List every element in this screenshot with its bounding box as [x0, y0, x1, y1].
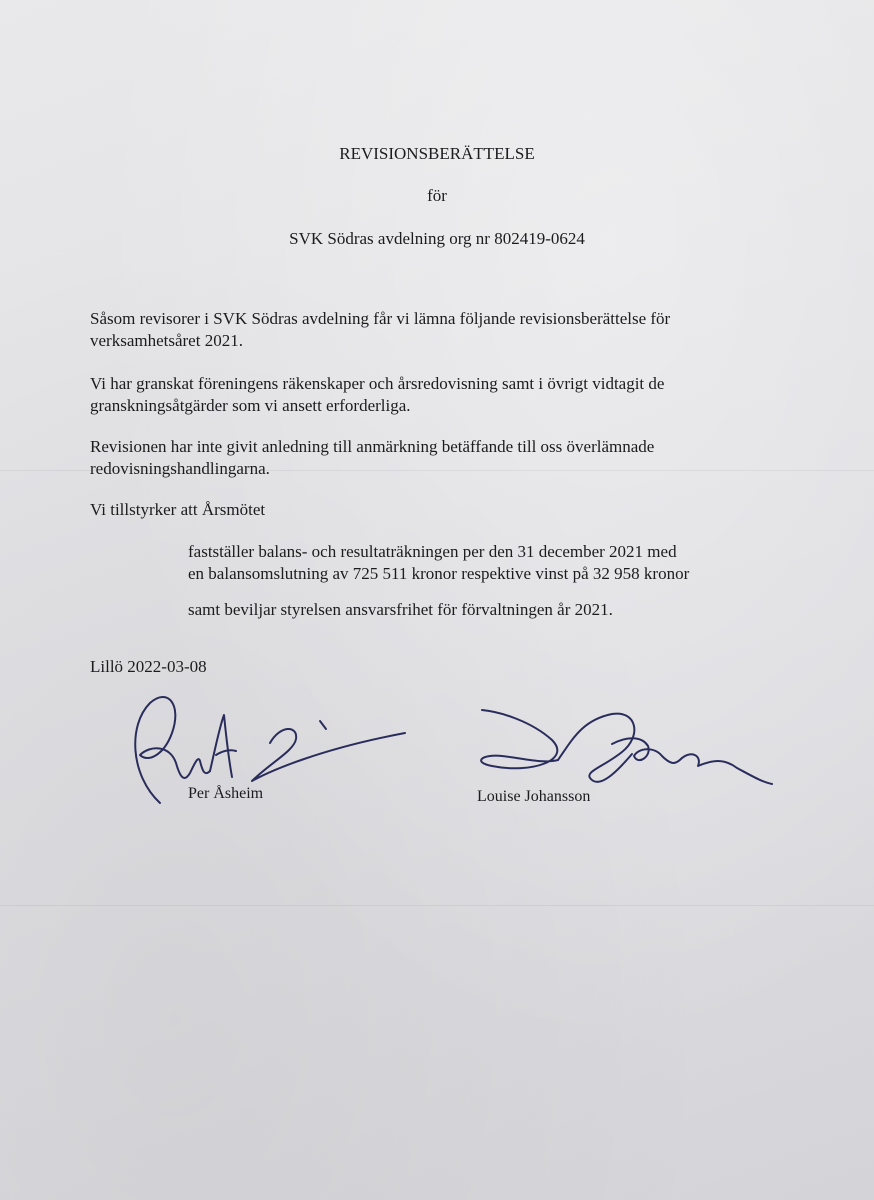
signer-name-1: Per Åsheim — [188, 785, 264, 802]
text-line: redovisningshandlingarna. — [90, 459, 270, 478]
paragraph-remarks — [90, 436, 654, 480]
paper-fold — [0, 905, 874, 906]
signer-name-2: Louise Johansson — [477, 788, 591, 805]
text-line: Revisionen har inte givit anledning till anmärkning betäffande till oss överlämnade — [90, 437, 655, 456]
signature-per-asheim — [120, 685, 420, 815]
paragraph-review — [90, 373, 664, 417]
paragraph-recommend: Vi tillstyrker att Årsmötet — [90, 500, 266, 519]
organization-line: SVK Södras avdelning org nr 802419-0624 — [289, 229, 585, 248]
signature-louise-johansson — [462, 700, 782, 800]
text-line: en balansomslutning av 725 511 kronor respektive vinst på 32 958 kronor — [188, 564, 690, 583]
text-line: granskningsåtgärder som vi ansett erforderliga. — [90, 396, 411, 415]
place-date: Lillö 2022-03-08 — [90, 657, 207, 676]
indented-discharge: samt beviljar styrelsen ansvarsfrihet för förvaltningen år 2021. — [188, 600, 613, 619]
for-word: för — [427, 186, 447, 205]
text-line: Såsom revisorer i SVK Södras avdelning får vi lämna följande revisionsberättelse för — [90, 309, 671, 328]
text-line: Vi har granskat föreningens räkenskaper och årsredovisning samt i övrigt vidtagit de — [90, 374, 665, 393]
text-line: verksamhetsåret 2021. — [90, 331, 243, 350]
text-line: fastställer balans- och resultaträkningen per den 31 december 2021 med — [188, 542, 677, 561]
indented-balance — [188, 541, 689, 585]
document-title: REVISIONSBERÄTTELSE — [339, 144, 535, 163]
paragraph-intro — [90, 308, 670, 352]
